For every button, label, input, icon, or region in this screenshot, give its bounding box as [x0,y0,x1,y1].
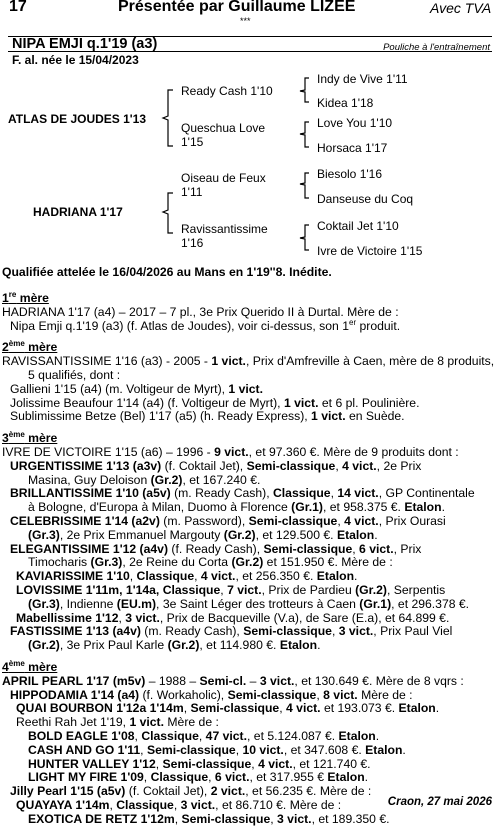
section-2e-mere: 2ème mère [2,339,58,355]
horse-name: NIPA EMJI q.1'19 (a3) [12,36,158,52]
section-3e-mere: 3ème mère [2,430,58,446]
lot-number: 17 [9,0,27,15]
sss: Indy de Vive 1'11 [317,72,408,86]
dam-sire: Oiseau de Feux 1'11 [181,171,266,199]
section-1re-mere: 1re mère [2,289,49,305]
dss: Biesolo 1'16 [317,167,383,181]
dam-dam: Ravissantissime 1'16 [181,222,268,250]
ddd: Ivre de Victoire 1'15 [317,244,423,258]
horse-status: Pouliche à l'entraînement [383,42,490,53]
dds: Coktail Jet 1'10 [317,219,399,233]
footer-place-date: Craon, 27 mai 2026 [387,796,492,808]
sdd: Horsaca 1'17 [317,141,388,155]
sire-dam: Queschua Love 1'15 [181,121,266,149]
sds: Love You 1'10 [317,116,393,130]
qualification: Qualifiée attelée le 16/04/2026 au Mans en 1'19''8. Inédite. [2,265,332,279]
dsd: Danseuse du Coq [317,192,414,206]
dam: HADRIANA 1'17 [33,205,123,219]
section-4e-mere: 4ème mère [2,658,58,674]
sire: ATLAS DE JOUDES 1'13 [8,112,146,126]
ssd: Kidea 1'18 [317,96,374,110]
sire-sire: Ready Cash 1'10 [181,84,273,98]
horse-birth: F. al. née le 15/04/2023 [12,53,139,67]
stars: *** [240,16,251,26]
consignor-title: Présentée par Guillaume LIZEE [118,0,356,15]
dam-line: 1re mère HADRIANA 1'17 (a4) – 2017 – 7 pl., 3e Prix Querido II à Durtal. Mère de : Nipa Emji q.1'19 (a3) (f. Atlas de Joudes), voir ci-dessus, son 1er produit. 2ème mère RAVISSANTISSIME 1'16 (a3) - 2005 - 1 vict., Prix d'Amfreville à Caen, mère de 8 produits, 5 qualifiés, dont : Gallieni 1'15 (a4) (m. Voltigeur de Myrt), 1 vict. Jolissime Beaufour 1'14 (a4) (f. Voltigeur de Myrt), 1 vict. et 6 pl. Poulinière. Sublimissime Betze (Bel) 1'17 (a5) (h. Ready Express), 1 vict. en Suède. 3ème mère IVRE DE VICTOIRE 1'15 (a6) – 1996 - 9 vict., et 97.360 €. Mère de 9 produits dont : URGENTISSIME 1'13 (a3v) (f. Coktail Jet), Semi-classique, 4 vict., 2e Prix Masina, Guy Deloison (Gr.2), et 167.240 €. BRILLANTISSIME 1'10 (a5v) (m. Ready Cash), Classique, 14 vict., GP Continentale à Bologne, d'Europa à Milan, Duomo à Florence (Gr.1), et 958.375 €. Etalon. CELEBRISSIME 1'14 (a2v) (m. Password), Semi-classique, 4 vict., Prix Ourasi (Gr.3), 2e Prix Emmanuel Margouty (Gr.2), et 129.500 €. Etalon. ELEGANTISSIME 1'12 (a4v) (f. Ready Cash), Semi-classique, 6 vict., Prix Timocharis (Gr.3), 2e Reine du Corta (Gr.2) et 151.950 €. Mère de : KAVIARISSIME 1'10, Classique, 4 vict., et 256.350 €. Etalon. LOVISSIME 1'11m, 1'14a, Classique, 7 vict., Prix de Pardieu (Gr.2), Serpentis (Gr.3), Indienne (EU.m), 3e Saint Léger des trotteurs à Caen (Gr.1), et 296.378 €. Mabellissime 1'12, 3 vict., Prix de Bacqueville (V.a), de Sare (E.a), et 64.899 €. FASTISSIME 1'13 (a4v) (m. Ready Cash), Semi-classique, 3 vict., Prix Paul Viel (Gr.2), 3e Prix Paul Karle (Gr.2), et 114.980 €. Etalon. 4ème mère APRIL PEARL 1'17 (m5v) – 1988 – Semi-cl. – 3 vict., et 130.649 €. Mère de 8 vqrs : HIPPODAMIA 1'14 (a4) (f. Workaholic), Semi-classique, 8 vict. Mère de : QUAI BOURBON 1'12a 1'14m, Semi-classique, 4 vict. et 193.073 €. Etalon. Reethi Rah Jet 1'19, 1 vict. Mère de : BOLD EAGLE 1'08, Classique, 47 vict., et 5.124.087 €. Etalon. CASH AND GO 1'11, Semi-classique, 10 vict., et 347.608 €. Etalon. HUNTER VALLEY 1'12, Semi-classique, 4 vict., et 121.740 €. LIGHT MY FIRE 1'09, Classique, 6 vict., et 317.955 € Etalon. Jilly Pearl 1'15 (a5v) (f. Coktail Jet), 2 vict., et 56.235 €. Mère de : QUAYAYA 1'14m, Classique, 3 vict., et 86.710 €. Mère de : EXOTICA DE RETZ 1'12m, Semi-classique, 3 vict., et 189.350 €. [2,289,495,826]
tva-label: Avec TVA [430,0,492,16]
